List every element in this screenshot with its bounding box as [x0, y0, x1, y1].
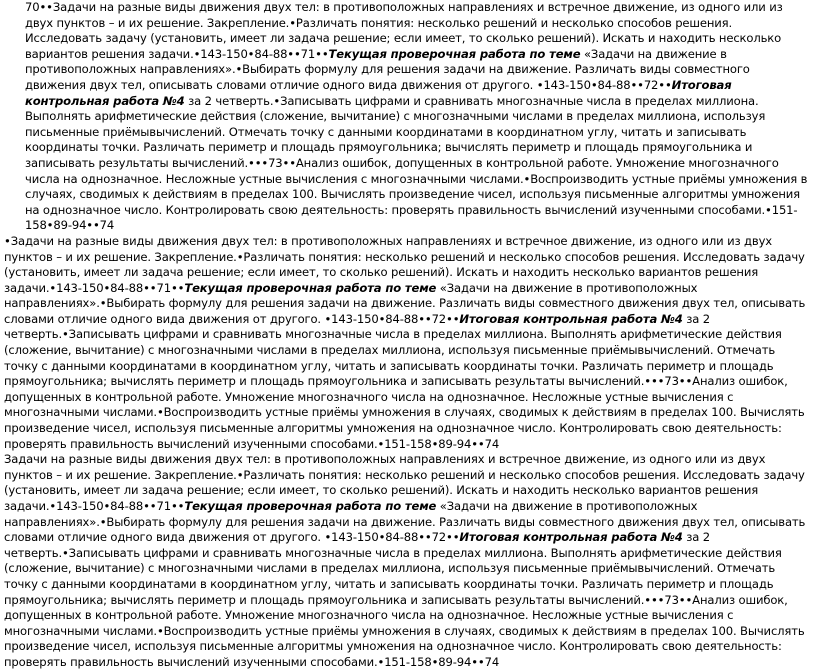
block-text: «Задачи на движение в противоположных направлениях».•Выбирать формулу для решения задачи на движение. Различать виды совместного движения двух тел, описывать словами отличие одного вида движения от другого. •143-150•84-88••72•• [25, 46, 750, 92]
content-block [4, 452, 812, 670]
block-text: за 2 четверть.•Записывать цифрами и сравнивать многозначные числа в пределах миллиона. Выполнять арифметические действия (сложение, вычитание) с многозначными числами в пределах миллиона, используя письменные приёмывычислений. Отмечать точку с данными координатами в координатном углу, читать и записывать координаты точки. Различать периметр и площадь прямоугольника; вычислять периметр и площадь прямоугольника и записывать результаты вычислений.•••73••Анализ ошибок, допущенных в контрольной работе. Умножение многозначного числа на однозначное. Несложные устные вычисления с многозначными числами.•Воспроизводить устные приёмы умножения в случаях, сводимых к действиям в пределах 100. Вычислять произведение чисел, используя письменные алгоритмы умножения на однозначное число. Контролировать свою деятельность: проверять правильность вычислений изученными способами.•151-158•89-94••74 [25, 93, 808, 233]
content-block [4, 234, 812, 452]
block-text: «Задачи на движение в противоположных направлениях».•Выбирать формулу для решения задачи на движение. Различать виды совместного движения двух тел, описывать словами отличие одного вида движения от другого. •143-150•84-88••72•• [4, 280, 806, 326]
final-test-heading: Итоговая контрольная работа №4 [459, 530, 683, 545]
block-text: за 2 четверть.•Записывать цифрами и сравнивать многозначные числа в пределах миллиона. Выполнять арифметические действия (сложение, вычитание) с многозначными числами в пределах миллиона, используя письменные приёмывычислений. Отмечать точку с данными координатами в координатном углу, читать и записывать координаты точки. Различать периметр и площадь прямоугольника; вычислять периметр и площадь прямоугольника и записывать результаты вычислений.•••73••Анализ ошибок, допущенных в контрольной работе. Умножение многозначного числа на однозначное. Несложные устные вычисления с многозначными числами.•Воспроизводить устные приёмы умножения в случаях, сводимых к действиям в пределах 100. Вычислять произведение чисел, используя письменные алгоритмы умножения на однозначное число. Контролировать свою деятельность: проверять правильность вычислений изученными способами.•151-158•89-94••74 [4, 311, 805, 451]
final-test-heading: Итоговая контрольная работа №4 [459, 311, 683, 326]
block-text: Задачи на разные виды движения двух тел: в противоположных направлениях и встречное движение, из одного или из двух пунктов – и их решение. Закрепление.•Различать понятия: несколько решений и несколько способов решения. Исследовать задачу (установить, имеет ли задача решение; если имеет, то сколько решений). Искать и находить несколько вариантов решения задачи.•143-150•84-88••71•• [4, 233, 805, 295]
block-prefix: 70•• [25, 0, 53, 14]
block-text: за 2 четверть.•Записывать цифрами и сравнивать многозначные числа в пределах миллиона. Выполнять арифметические действия (сложение, вычитание) с многозначными числами в пределах миллиона, используя письменные приёмывычислений. Отмечать точку с данными координатами в координатном углу, читать и записывать координаты точки. Различать периметр и площадь прямоугольника; вычислять периметр и площадь прямоугольника и записывать результаты вычислений.•••73••Анализ ошибок, допущенных в контрольной работе. Умножение многозначного числа на однозначное. Несложные устные вычисления с многозначными числами.•Воспроизводить устные приёмы умножения в случаях, сводимых к действиям в пределах 100. Вычислять произведение чисел, используя письменные алгоритмы умножения на однозначное число. Контролировать свою деятельность: проверять правильность вычислений изученными способами.•151-158•89-94••74 [4, 530, 805, 669]
final-test-heading: Итоговая контрольная работа №4 [25, 77, 732, 108]
current-test-heading: Текущая проверочная работа по теме [184, 280, 437, 295]
current-test-heading: Текущая проверочная работа по теме [328, 46, 581, 61]
content-block [4, 0, 812, 234]
current-test-heading: Текущая проверочная работа по теме [184, 499, 437, 513]
block-text: «Задачи на движение в противоположных направлениях».•Выбирать формулу для решения задачи на движение. Различать виды совместного движения двух тел, описывать словами отличие одного вида движения от другого. •143-150•84-88••72•• [4, 499, 806, 545]
block-text: Задачи на разные виды движения двух тел: в противоположных направлениях и встречное движение, из одного или из двух пунктов – и их решение. Закрепление.•Различать понятия: несколько решений и несколько способов решения. Исследовать задачу (установить, имеет ли задача решение; если имеет, то сколько решений). Искать и находить несколько вариантов решения задачи.•143-150•84-88••71•• [25, 0, 783, 61]
block-prefix: • [4, 233, 11, 248]
block-text: Задачи на разные виды движения двух тел: в противоположных направлениях и встречное движение, из одного или из двух пунктов – и их решение. Закрепление.•Различать понятия: несколько решений и несколько способов решения. Исследовать задачу (установить, имеет ли задача решение; если имеет, то сколько решений). Искать и находить несколько вариантов решения задачи.•143-150•84-88••71•• [4, 452, 805, 513]
